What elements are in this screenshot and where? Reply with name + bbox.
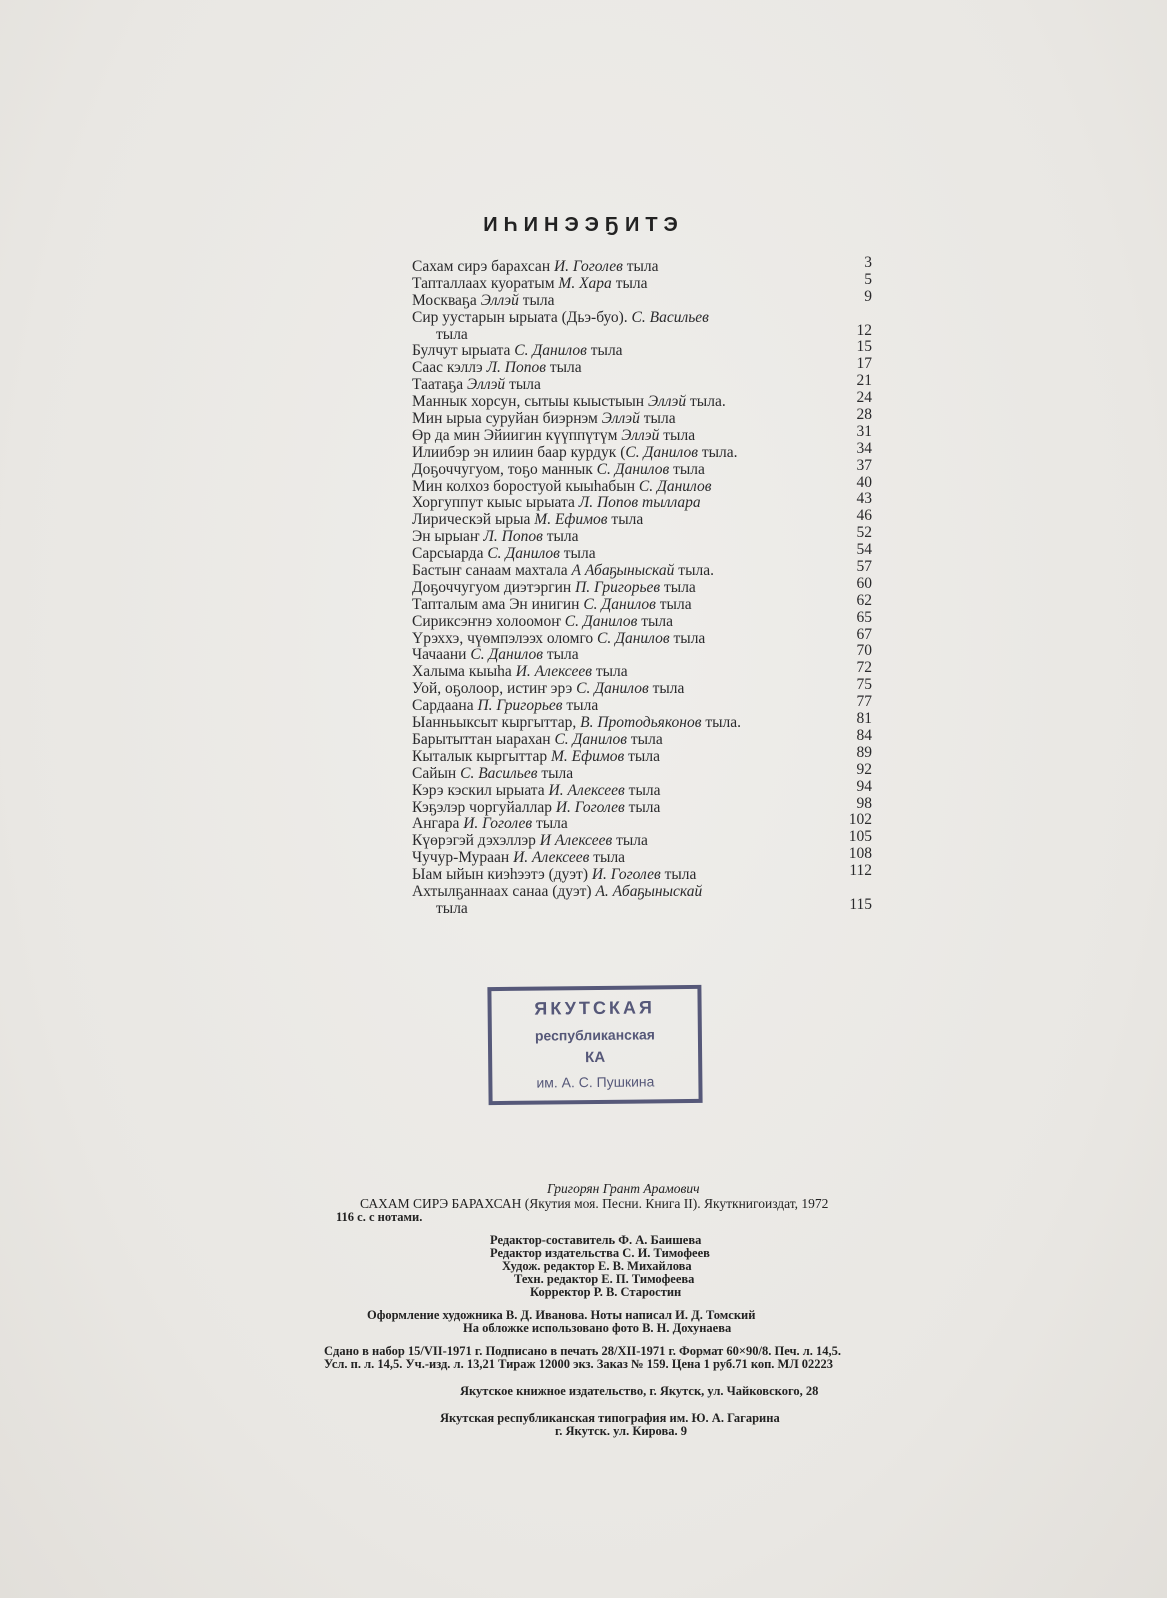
toc-song-title: Сириксэҥнэ холоомоҥ	[412, 612, 565, 630]
toc-song-title: Илиибэр эн илиин баар курдук (	[412, 443, 626, 461]
toc-suffix: тыла	[591, 663, 628, 681]
imprint-pub-editor: Редактор издательства С. И. Тимофеев	[490, 1246, 710, 1260]
toc-author: С. Васильев	[460, 764, 538, 782]
toc-suffix: тыла	[660, 866, 697, 884]
imprint-printer-2: г. Якутск. ул. Кирова. 9	[555, 1424, 687, 1438]
toc-song-title: Халыма кыыһа	[412, 663, 516, 681]
toc-entry-title	[436, 900, 468, 917]
toc-author: С. Данилов	[576, 680, 649, 698]
toc-song-title: Үрэххэ, чүөмпэлээх оломго	[412, 629, 598, 647]
stamp-line-3: КА	[585, 1048, 606, 1067]
toc-song-title: Мин ырыа суруйан биэрнэм	[412, 410, 602, 428]
toc-author: И. Гоголев	[555, 798, 625, 816]
toc-song-title: Лирическэй ырыа	[412, 511, 535, 529]
toc-song-title: тыла	[436, 325, 468, 343]
toc-entry	[412, 541, 872, 563]
toc-entry	[412, 693, 872, 715]
toc-suffix: тыла	[586, 342, 623, 360]
toc-song-title: Уой, оҕолоор, истиҥ эрэ	[412, 680, 577, 698]
imprint-design: Оформление художника В. Д. Иванова. Ноты написал И. Д. Томский	[367, 1308, 756, 1322]
toc-page-number: 115	[849, 895, 872, 913]
toc-author: Л. Попов	[483, 528, 543, 546]
toc-entry-title	[412, 680, 684, 697]
toc-suffix: тыла	[505, 376, 541, 394]
toc-entry	[412, 608, 872, 630]
toc-song-title: Кыталык кыргыттар	[412, 747, 551, 765]
toc-entry	[412, 642, 872, 664]
toc-entry-title	[412, 579, 696, 596]
toc-song-title: Сир уустарын ырыата (Дьэ-буо).	[412, 308, 632, 326]
toc-author: И. Алексеев	[548, 781, 625, 799]
toc-entry	[412, 811, 872, 833]
toc-suffix: тыла	[648, 680, 685, 698]
toc-entry	[412, 710, 872, 732]
toc-entry-title	[412, 258, 659, 275]
toc-song-title: Доҕоччугуом диэтэргин	[412, 578, 576, 596]
toc-author: С. Данилов	[554, 730, 628, 748]
imprint-tech-editor: Техн. редактор Е. П. Тимофеева	[514, 1272, 695, 1286]
toc-suffix: тыла	[660, 578, 696, 596]
library-stamp	[487, 985, 702, 1105]
toc-suffix: тыла	[607, 511, 644, 529]
toc-page-number: 67	[856, 625, 872, 643]
toc-entry-title	[412, 342, 623, 359]
toc-suffix: тыла	[627, 730, 663, 748]
toc-entry	[412, 777, 872, 799]
toc-entry	[412, 828, 872, 850]
toc-entry	[412, 760, 872, 782]
toc-author: И. Гоголев	[553, 258, 623, 275]
toc-suffix: тыла	[669, 629, 706, 647]
toc-entry	[412, 726, 872, 748]
toc-page-number: 89	[856, 743, 872, 761]
toc-page-number: 15	[856, 338, 872, 356]
toc-author: М. Ефимов	[534, 511, 608, 529]
toc-song-title: Барытыттан ыарахан	[412, 730, 555, 748]
toc-song-title: Москваҕа	[412, 291, 481, 309]
toc-author: Эллэй	[621, 426, 660, 444]
toc-song-title: Кэрэ кэскил ырыата	[412, 781, 549, 799]
toc-author: И. Гоголев	[463, 815, 533, 833]
toc-song-title: Ыам ыйын киэһээтэ (дуэт)	[412, 866, 592, 884]
toc-song-title: Ыанньыксыт кыргыттар,	[412, 714, 581, 732]
toc-page-number: 9	[864, 287, 872, 305]
toc-suffix: тыла	[559, 545, 596, 563]
toc-entry-title	[412, 359, 582, 376]
toc-entry	[412, 507, 872, 529]
toc-entry-title	[412, 731, 663, 748]
toc-page-number: 3	[864, 254, 872, 271]
toc-entry-title	[412, 545, 596, 562]
toc-page-number: 105	[848, 828, 872, 846]
toc-entry	[412, 389, 872, 411]
toc-page-number: 70	[856, 642, 872, 660]
stamp-line-2: республиканская	[534, 1026, 655, 1044]
toc-entry	[412, 676, 872, 698]
toc-suffix: тыла.	[686, 393, 726, 411]
toc-song-title: Сардаана	[412, 697, 478, 715]
imprint-cover: На обложке использовано фото В. Н. Дохунаева	[463, 1321, 732, 1335]
toc-entry-title	[412, 292, 555, 309]
toc-entry-title	[412, 511, 643, 528]
toc-song-title: Сайын	[412, 764, 461, 782]
toc-suffix: тыла	[624, 798, 661, 816]
toc-entry	[412, 456, 872, 478]
toc-entry	[412, 338, 872, 360]
toc-suffix: тыла	[639, 410, 676, 428]
toc-author: С. Данилов	[583, 595, 656, 613]
toc-entry	[412, 372, 872, 394]
toc-entry-title	[412, 630, 705, 647]
toc-page-number: 43	[856, 490, 872, 508]
toc-page-number: 98	[856, 794, 872, 812]
imprint-title: САХАМ СИРЭ БАРАХСАН (Якутия моя. Песни. Книга II). Якуткнигоиздат, 1972	[360, 1196, 829, 1211]
toc-entry	[412, 574, 872, 596]
toc-author: С. Данилов	[625, 443, 698, 461]
toc-author: Л. Попов тыллара	[578, 494, 701, 512]
toc-page-number: 57	[856, 558, 872, 576]
toc-entry-title	[412, 309, 709, 326]
toc-page-number: 102	[848, 811, 872, 829]
toc-author: С. Данилов	[487, 545, 560, 563]
toc-page-number: 62	[856, 591, 872, 609]
toc-entry-title	[412, 393, 726, 410]
toc-suffix: тыла	[589, 849, 626, 867]
toc-page-number: 75	[856, 676, 872, 694]
stamp-line-1: ЯКУТСКАЯ	[534, 997, 655, 1019]
toc-entry-title	[412, 832, 648, 849]
toc-page-number: 108	[848, 845, 872, 863]
toc-entry	[412, 422, 872, 444]
toc-song-title: Мин колхоз боростуой кыыһабын	[412, 477, 639, 495]
toc-page-number: 77	[856, 693, 872, 711]
toc-suffix: тыла	[532, 815, 568, 833]
toc-author: И. Алексеев	[513, 849, 590, 867]
contents-heading: ИҺИНЭЭҔИТЭ	[483, 214, 684, 236]
toc-entry	[412, 270, 872, 292]
toc-entry-title	[412, 765, 573, 782]
imprint-art-editor: Худож. редактор Е. В. Михайлова	[502, 1259, 692, 1273]
toc-song-title: Сарсыарда	[412, 545, 488, 563]
toc-entry-title	[412, 444, 738, 461]
toc-song-title: Бастыҥ санаам махтала	[412, 562, 572, 580]
toc-entry-title	[412, 646, 579, 663]
toc-page-number: 37	[856, 456, 872, 474]
toc-suffix: тыла.	[697, 443, 738, 461]
toc-entry	[412, 558, 872, 580]
toc-page-number: 60	[856, 574, 872, 592]
toc-entry	[412, 406, 872, 428]
toc-entry	[412, 524, 872, 546]
toc-page-number: 17	[856, 355, 872, 373]
imprint-printer-1: Якутская республиканская типография им. Ю. А. Гагарина	[440, 1411, 780, 1425]
toc-entry	[412, 355, 872, 377]
imprint-editor: Редактор-составитель Ф. А. Баишева	[490, 1233, 702, 1247]
toc-suffix: тыла	[542, 646, 579, 664]
toc-entry	[412, 309, 872, 326]
toc-entry-title	[412, 528, 579, 545]
toc-entry-title	[412, 748, 660, 765]
toc-author: С. Данилов	[470, 646, 543, 664]
toc-suffix: тыла	[622, 258, 659, 275]
imprint-print-2: Усл. п. л. 14,5. Уч.-изд. л. 13,21 Тираж 12000 экз. Заказ № 159. Цена 1 руб.71 коп. МЛ 02223	[324, 1357, 834, 1371]
toc-entry	[412, 895, 872, 917]
toc-author: С. Данилов	[638, 477, 712, 495]
toc-entry	[412, 591, 872, 613]
toc-author: Эллэй	[601, 410, 640, 428]
toc-song-title: Сахам сирэ барахсан	[412, 258, 554, 275]
toc-author: С. Васильев	[631, 308, 709, 326]
toc-page-number: 28	[856, 406, 872, 424]
toc-page-number: 52	[856, 524, 872, 542]
toc-song-title: Ахтылҕаннаах санаа (дуэт)	[412, 882, 596, 900]
toc-entry	[412, 287, 872, 309]
toc-suffix: тыла	[612, 832, 648, 850]
toc-entry-title	[412, 478, 711, 495]
toc-entry-title	[412, 799, 660, 816]
toc-entry	[412, 321, 872, 343]
toc-entry-title	[412, 782, 660, 799]
toc-song-title: Таатаҕа	[412, 376, 468, 394]
imprint-pages: 116 с. с нотами.	[336, 1210, 423, 1224]
toc-entry-title	[412, 461, 705, 478]
toc-song-title: Булчут ырыата	[412, 342, 515, 360]
toc-author: В. Протодьяконов	[580, 714, 702, 732]
imprint-publisher: Якутское книжное издательство, г. Якутск, ул. Чайковского, 28	[460, 1384, 819, 1398]
toc-entry-title	[412, 883, 702, 900]
toc-song-title: тыла	[436, 899, 468, 917]
toc-author: М. Хара	[558, 274, 612, 292]
toc-page-number: 81	[856, 710, 872, 728]
toc-entry-title	[412, 376, 541, 393]
toc-suffix: тыла.	[701, 714, 742, 732]
toc-suffix: тыла	[545, 359, 582, 377]
toc-page-number: 31	[856, 422, 872, 440]
toc-author: П. Григорьев	[477, 697, 563, 715]
toc-entry	[412, 490, 872, 512]
toc-song-title: Чачаани	[412, 646, 471, 664]
toc-author: С. Данилов	[514, 342, 587, 360]
toc-author: И. Алексеев	[515, 663, 592, 681]
toc-author: С. Данилов	[597, 629, 670, 647]
toc-song-title: Күөрэгэй дэхэллэр	[412, 832, 540, 850]
toc-entry	[412, 254, 872, 275]
toc-entry	[412, 743, 872, 765]
toc-song-title: Маннык хорсун, сытыы кыыстыын	[412, 393, 648, 411]
toc-entry	[412, 862, 872, 884]
toc-suffix: тыла	[624, 747, 660, 765]
toc-suffix: тыла	[611, 274, 648, 292]
toc-author: Л. Попов	[486, 359, 546, 377]
toc-page-number: 54	[856, 541, 872, 559]
toc-page-number: 72	[856, 659, 872, 677]
toc-entry-title	[412, 697, 598, 714]
toc-suffix: тыла	[537, 764, 574, 782]
toc-song-title: Ангара	[412, 815, 464, 833]
toc-entry-title	[412, 663, 628, 680]
toc-page-number: 12	[856, 321, 872, 339]
toc-song-title: Тапталым ама Эн инигин	[412, 595, 584, 613]
table-of-contents	[412, 254, 872, 917]
toc-page-number: 24	[856, 389, 872, 407]
toc-entry-title	[412, 613, 673, 630]
toc-page-number: 84	[856, 726, 872, 744]
toc-entry-title	[412, 815, 568, 832]
imprint-author: Григорян Грант Арамович	[547, 1181, 700, 1196]
toc-entry-title	[412, 410, 676, 427]
toc-song-title: Тапталлаах куоратым	[412, 274, 559, 292]
toc-entry	[412, 659, 872, 681]
toc-page-number: 21	[856, 372, 872, 390]
toc-suffix: тыла	[518, 291, 555, 309]
toc-song-title: Доҕоччугуом, тоҕо маннык	[412, 460, 597, 478]
toc-entry	[412, 625, 872, 647]
toc-page-number: 65	[856, 608, 872, 626]
toc-page-number: 40	[856, 473, 872, 491]
toc-entry-title	[436, 326, 468, 343]
toc-suffix: тыла	[542, 528, 579, 546]
toc-page-number: 34	[856, 439, 872, 457]
toc-page-number: 5	[864, 270, 872, 288]
toc-page-number: 94	[856, 777, 872, 795]
toc-entry-title	[412, 427, 695, 444]
toc-author: И Алексеев	[539, 832, 613, 850]
toc-author: М. Ефимов	[551, 747, 625, 765]
toc-song-title: Кэҕэлэр чоргуйаллар	[412, 798, 556, 816]
toc-author: Эллэй	[647, 393, 687, 411]
toc-entry	[412, 883, 872, 900]
toc-entry-title	[412, 562, 714, 579]
toc-entry-title	[412, 275, 648, 292]
toc-author: С. Данилов	[564, 612, 638, 630]
toc-song-title: Саас кэллэ	[412, 359, 487, 377]
toc-suffix: тыла	[637, 612, 674, 630]
toc-entry	[412, 473, 872, 495]
toc-author: С. Данилов	[596, 460, 670, 478]
toc-song-title: Хоргуппут кыыс ырыата	[412, 494, 579, 512]
imprint-print-1: Сдано в набор 15/VII-1971 г. Подписано в печать 28/XII-1971 г. Формат 60×90/8. Печ. л. 14,5.	[324, 1344, 842, 1358]
toc-author: Эллэй	[480, 291, 519, 309]
toc-entry-title	[412, 849, 625, 866]
toc-suffix: тыла	[659, 426, 696, 444]
toc-suffix: тыла	[655, 595, 692, 613]
toc-suffix: тыла.	[674, 562, 714, 580]
toc-entry-title	[412, 866, 696, 883]
toc-song-title: Өр да мин Эйиигин күүппүтүм	[412, 426, 622, 444]
toc-entry	[412, 845, 872, 867]
toc-song-title: Эн ырыаҥ	[412, 528, 484, 546]
toc-author: Эллэй	[467, 376, 506, 394]
toc-song-title: Чучур-Мураан	[412, 849, 514, 867]
toc-suffix: тыла	[562, 697, 599, 715]
toc-author: И. Гоголев	[591, 866, 661, 884]
toc-page-number: 46	[856, 507, 872, 525]
toc-suffix: тыла	[624, 781, 661, 799]
toc-author: А Абаҕыныскай	[571, 562, 675, 580]
imprint-proofreader: Корректор Р. В. Старостин	[530, 1285, 682, 1299]
toc-author: А. Абаҕыныскай	[595, 882, 703, 900]
toc-author: П. Григорьев	[575, 578, 661, 596]
toc-entry	[412, 439, 872, 461]
toc-suffix: тыла	[669, 460, 705, 478]
toc-entry-title	[412, 596, 692, 613]
stamp-line-4: им. А. С. Пушкина	[536, 1073, 655, 1091]
toc-entry-title	[412, 714, 741, 731]
toc-entry	[412, 794, 872, 816]
toc-page-number: 92	[856, 760, 872, 778]
toc-entry-title	[412, 494, 701, 511]
toc-page-number: 112	[849, 862, 872, 880]
